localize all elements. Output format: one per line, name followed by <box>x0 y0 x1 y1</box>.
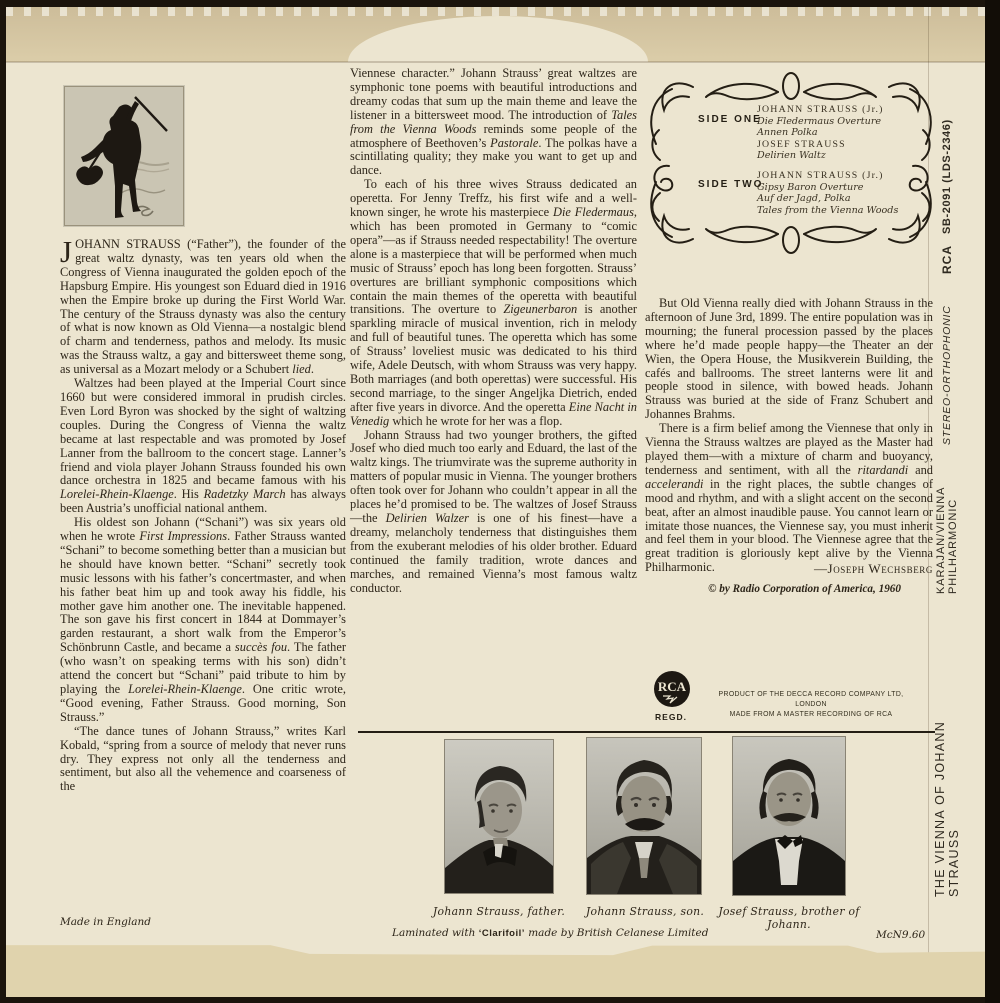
paragraph: Johann Strauss had two younger brothers, the gifted Josef who died much too early and Eduard, the last of the waltz kings. The triumvirate was the supreme authority in matters of popular music in Vienna. The younger brothers often took over for Johann who couldn’t appear in all the places he’d promised to be. The waltzes of Josef Strauss—the Delirien Walzer is one of his finest—have a dreamy, melancholy tenderness that distinguishes them from the exuberant melodies of his older brother. Eduard continued the family tradition, wrote dances and marches, and remained Vienna’s most famous waltz conductor. <box>350 427 637 595</box>
rca-logo <box>653 670 691 708</box>
left-text-column <box>60 234 347 794</box>
product-line: MADE FROM A MASTER RECORDING OF RCA <box>729 711 893 718</box>
laminate-shine <box>6 7 985 16</box>
photo-caption: Johann Strauss, father. <box>432 905 566 918</box>
svg-text:RCA: RCA <box>657 679 687 694</box>
spine-stereo-orthophonic: STEREO-ORTHOPHONIC <box>941 305 953 445</box>
print-code: McN9.60 <box>876 929 926 941</box>
photo-caption: Johann Strauss, son. <box>585 905 705 918</box>
flap-edge-shadow <box>6 61 985 63</box>
paragraph: To each of his three wives Strauss dedicated an operetta. For Jenny Treffz, his first wife and a well-known singer, he wrote his masterpiece Die Fledermaus, which has been promoted in Germany to “comic opera”—as if Strauss needed respectability! The overture alone is a masterpiece that will be performed when much music of Strauss’ epoch has long been forgotten. Strauss’ overtures are brilliant symphonic compositions which contain the main themes of the operetta with beautiful transitions. The overture to Zigeunerbaron is another sparkling miracle of musical invention, rich in melody and full of beautiful tunes. The operetta which has some of Strauss’ loveliest music was dedicated to his third wife, Adele Deutsch, with whom Strauss was very happy. Both marriages (and both operettas) were successful. His second marriage, to the singer Angeljka Dietrich, ended after five years in divorce. And the operetta Eine Nacht in Venedig which he wrote for her was a flop. <box>350 177 637 428</box>
side-two-label: SIDE TWO <box>698 179 764 190</box>
side-two-tracks <box>757 170 942 216</box>
track-title: Die Fledermaus Overture <box>757 115 882 127</box>
composer: JOHANN STRAUSS (Jr.) <box>757 170 884 181</box>
side-one-tracks <box>757 104 942 162</box>
made-in-england-note: Made in England <box>60 916 151 928</box>
photo-divider-rule <box>358 731 935 733</box>
portrait-josef-strauss <box>733 737 845 895</box>
drop-cap: J <box>60 234 73 269</box>
violinist-silhouette-illustration <box>63 85 185 232</box>
portrait-johann-strauss-son <box>587 738 701 894</box>
side-one-label: SIDE ONE <box>698 114 762 125</box>
spine-artist: KARAJAN/VIENNA PHILHARMONIC <box>935 487 959 594</box>
clarifoil-brand: ‘Clarifoil’ <box>478 928 525 939</box>
spine-rca-label: RCA <box>940 245 954 274</box>
track-title: Gipsy Baron Overture <box>757 181 864 193</box>
paragraph: Viennese character.” Johann Strauss’ great waltzes are symphonic tone poems with beautiful introductions and dreamy codas that sum up the main theme and leave the listener in a bittersweet mood. The introduction of Tales from the Vienna Woods reminds some people of the atmosphere of Beethoven’s Pastorale. The polkas have a scintillating quality; they make you want to get up and dance. <box>350 66 637 178</box>
right-text-column <box>645 297 933 596</box>
tracklist-flourish-frame <box>645 70 937 256</box>
paragraph: His oldest son Johann (“Schani”) was six years old when he wrote First Impressions. Father Strauss wanted “Schani” to become something better than a musician but he should have known better. “Schani” secretly took music lessons with his father’s concertmaster, and when his father beat him up and took away his fiddle, his mother gave him another one. The inevitable happened. The son gave his first concert in 1844 at Dommayer’s garden restaurant, a short walk from the Emperor’s Schönbrunn Castle, and became a succès fou. The father (who wasn’t on speaking terms with his son) didn’t attend the concert but “Schani” paid tribute to him by playing the Lorelei-Rhein-Klaenge. One critic wrote, “Good evening, Father Strauss. Good morning, Son Strauss.” <box>60 515 347 724</box>
track-title: Annen Polka <box>757 127 818 139</box>
middle-text-column <box>350 67 637 595</box>
spine-catalog-number: SB-2091 (LDS-2346) <box>941 119 953 234</box>
rca-regd-label: REGD. <box>655 712 687 722</box>
product-credit <box>705 690 917 720</box>
author-byline: —Joseph Wechsberg <box>813 560 933 576</box>
lamination-note-text: made by British Celanese Limited <box>524 927 709 939</box>
composer: JOSEF STRAUSS <box>757 138 846 150</box>
photo-caption: Josef Strauss, brother of Johann. <box>718 905 860 931</box>
spine-album-title: THE VIENNA OF JOHANN STRAUSS <box>933 720 961 897</box>
paragraph: There is a firm belief among the Viennese that only in Vienna the Strauss waltzes are played as the Master had played them—with a mixture of charm and buoyancy, tenderness and sentiment, with all the ritardandi and accelerandi in the right places, the subtle changes of mood and rhythm, and with a slight accent on the second beat, after an almost inaudible pause. You cannot learn or imitate those nuances, the Viennese say, you must inherit and feel them in your blood. The Viennese agree that the great tradition is gloriously kept alive by the Vienna Philharmonic. <box>645 421 933 575</box>
right-edge-shadow <box>985 0 1000 1003</box>
track-title: Auf der Jagd, Polka <box>757 193 851 205</box>
track-title: Tales from the Vienna Woods <box>757 204 899 216</box>
portrait-johann-strauss-father <box>445 740 553 893</box>
paragraph: But Old Vienna really died with Johann Strauss in the afternoon of June 3rd, 1899. The entire population was in mourning; the funeral procession passed by the places where he’d made people happy—the Theater an der Wien, the Opera House, the Musikverein Building, the cafés and ballrooms. The street lanterns were lit and people stood in silence, with bowed heads. Johann Strauss was buried at the side of Franz Schubert and Johannes Brahms. <box>645 296 933 422</box>
copyright-line: © by Radio Corporation of America, 1960 <box>708 582 901 595</box>
paragraph: Waltzes had been played at the Imperial Court since 1660 but were considered immoral in prudish circles. Even Lord Byron was shocked by the sight of waltzing couples. During the Congress of Vienna the waltz became at last respectable and was promoted by Josef Lanner from the ballroom to the concert stage. Lanner’s friend and viola player Johann Strauss founded his own dance orchestra in 1825 and became famous with his Lorelei-Rhein-Klaenge. His Radetzky March has always been Austria’s unofficial national anthem. <box>60 376 346 516</box>
track-title: Delirien Waltz <box>757 150 826 162</box>
composer: JOHANN STRAUSS (Jr.) <box>757 104 884 115</box>
product-line: PRODUCT OF THE DECCA RECORD COMPANY LTD, LONDON <box>718 691 904 708</box>
lamination-note-text: Laminated with <box>392 927 479 939</box>
paragraph: JOHANN STRAUSS (“Father”), the founder of the great waltz dynasty, was ten years old when the Congress of Vienna inaugurated the golden epoch of the Hapsburg Empire. His youngest son Eduard died in 1916 when the Empire broke up during the First World War. The century of the Strauss dynasty was also the century of what is now known as Old Vienna—a nostalgic blend of charm and tenderness, pathos and melody. Its music was the Strauss waltz, a gay and bittersweet theme song, as universal as a Mozart melody or a Schubert lied. <box>60 234 346 377</box>
paragraph: “The dance tunes of Johann Strauss,” writes Karl Kobald, “spring from a source of melody that never runs dry. They express not only all the tenderness and sentiment, but also all the vehemence and coarseness of the <box>60 723 346 794</box>
lamination-note <box>392 927 708 939</box>
